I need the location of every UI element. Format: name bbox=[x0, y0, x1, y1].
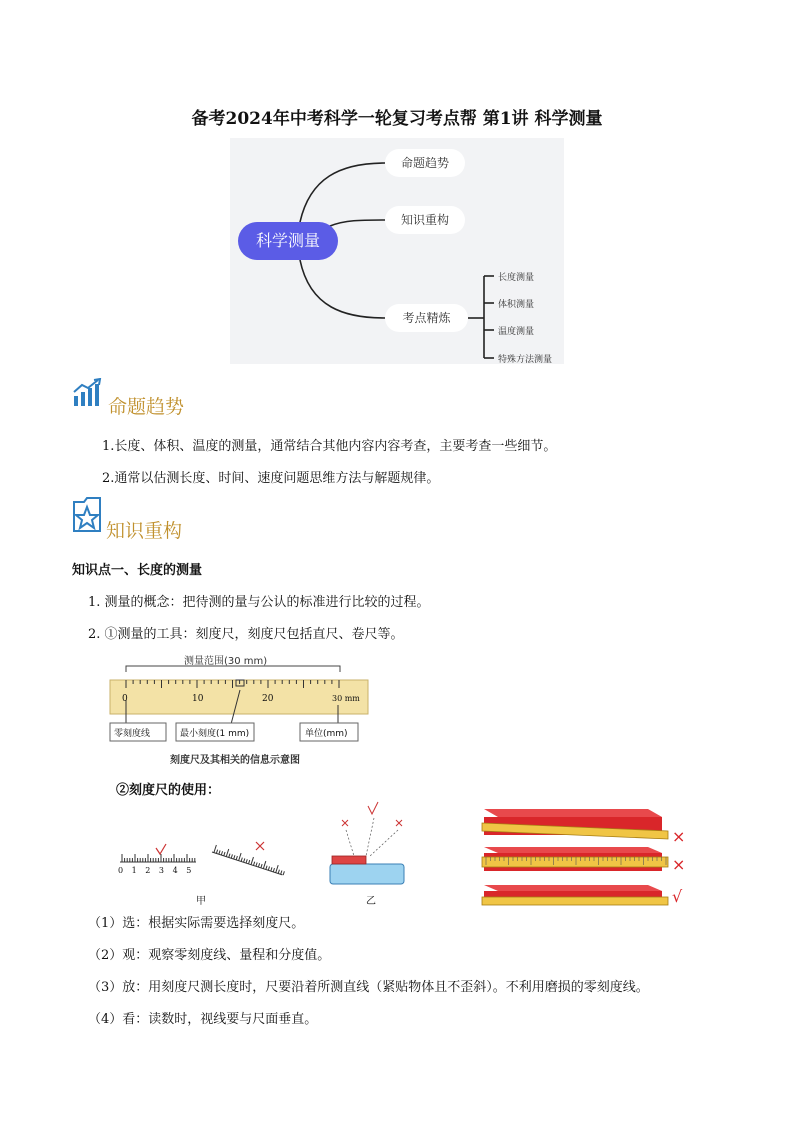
tick-mark bbox=[246, 859, 247, 863]
tick-mark bbox=[281, 871, 282, 875]
knowledge-heading: 知识重构 bbox=[106, 520, 183, 542]
mindmap-branch-knowledge: 知识重构 bbox=[385, 206, 465, 234]
ruler-tick-0: 0 bbox=[122, 694, 128, 704]
ruler-tick-10: 10 bbox=[192, 694, 204, 704]
knowledge-section-header bbox=[72, 497, 472, 542]
jia-ruler-numbers: 0 1 2 3 4 5 bbox=[118, 866, 195, 875]
mindmap-leaf-special: 特殊方法测量 bbox=[498, 355, 553, 365]
tick-mark bbox=[253, 862, 254, 866]
tick-mark bbox=[258, 863, 259, 867]
ruler-tick-30: 30 mm bbox=[332, 694, 360, 703]
tick-mark bbox=[278, 870, 279, 874]
ruler-caption: 刻度尺及其相关的信息示意图 bbox=[170, 755, 300, 766]
folder-star-icon bbox=[72, 497, 106, 533]
tick-mark bbox=[224, 852, 225, 856]
cross-icon: × bbox=[672, 827, 686, 846]
usage-title: ②刻度尺的使用： bbox=[116, 783, 221, 798]
tick-mark bbox=[263, 861, 265, 869]
knowledge-item-1: 1. 测量的概念：把待测的量与公认的标准进行比较的过程。 bbox=[88, 595, 430, 610]
step-1: （1）选：根据实际需要选择刻度尺。 bbox=[88, 916, 305, 931]
chart-trend-icon bbox=[72, 378, 104, 408]
tick-mark bbox=[234, 855, 235, 859]
tick-mark bbox=[219, 850, 220, 854]
knowledge-item-2: 2. ①测量的工具：刻度尺，刻度尺包括直尺、卷尺等。 bbox=[88, 627, 404, 642]
trend-section-header bbox=[72, 376, 472, 418]
step-2: （2）观：观察零刻度线、量程和分度值。 bbox=[88, 948, 331, 963]
tick-mark bbox=[231, 854, 232, 858]
tick-mark bbox=[226, 849, 228, 857]
cross-icon: × bbox=[672, 855, 686, 874]
tick-mark bbox=[266, 866, 267, 870]
tick-mark bbox=[241, 858, 242, 862]
tick-mark bbox=[244, 858, 245, 862]
zero-line-label: 零刻度线 bbox=[114, 729, 151, 739]
unit-label: 单位(mm) bbox=[305, 729, 348, 739]
mindmap-root: 科学测量 bbox=[238, 222, 338, 260]
mindmap bbox=[230, 138, 564, 364]
ruler-range-label: 测量范围(30 mm) bbox=[184, 656, 268, 667]
tick-mark bbox=[229, 854, 230, 858]
tick-mark bbox=[271, 867, 272, 871]
mindmap-leaf-temperature: 温度测量 bbox=[498, 327, 535, 337]
tick-mark bbox=[283, 871, 284, 875]
mindmap-leaf-length: 长度测量 bbox=[498, 273, 535, 283]
tick-mark bbox=[221, 851, 222, 855]
tick-mark bbox=[256, 862, 257, 866]
jia-label: 甲 bbox=[196, 896, 206, 907]
ruler-placement-diagram bbox=[112, 800, 412, 906]
tick-mark bbox=[273, 868, 274, 872]
tick-mark bbox=[249, 860, 250, 864]
yi-label: 乙 bbox=[366, 896, 376, 907]
check-icon: √ bbox=[672, 887, 683, 906]
tick-mark bbox=[236, 856, 237, 860]
tick-mark bbox=[239, 853, 241, 861]
min-scale-label: 最小刻度(1 mm) bbox=[180, 729, 250, 739]
trend-item-2: 2.通常以估测长度、时间、速度问题思维方法与解题规律。 bbox=[102, 471, 440, 486]
step-3: （3）放：用刻度尺测长度时，尺要沿着所测直线（紧贴物体且不歪斜）。不利用磨损的零刻度线。 bbox=[88, 980, 649, 995]
trend-item-1: 1.长度、体积、温度的测量，通常结合其他内容内容考查，主要考查一些细节。 bbox=[102, 439, 557, 454]
mindmap-branch-practice: 考点精炼 bbox=[385, 304, 468, 332]
tick-mark bbox=[214, 845, 216, 853]
page-title: 备考2024年中考科学一轮复习考点帮 第1讲 科学测量 bbox=[191, 109, 603, 129]
tick-mark bbox=[251, 857, 253, 865]
step-4: （4）看：读数时，视线要与尺面垂直。 bbox=[88, 1012, 318, 1027]
block-measurement-figure bbox=[478, 803, 690, 907]
trend-heading: 命题趋势 bbox=[108, 396, 185, 418]
tick-mark bbox=[216, 850, 217, 854]
knowledge-point-title: 知识点一、长度的测量 bbox=[72, 563, 203, 578]
ruler-tick-20: 20 bbox=[262, 694, 274, 704]
mindmap-leaf-volume: 体积测量 bbox=[498, 300, 535, 310]
tick-mark bbox=[276, 865, 278, 873]
ruler-info-figure bbox=[108, 650, 370, 768]
tick-mark bbox=[261, 864, 262, 868]
block-ruler-diagram bbox=[478, 803, 690, 907]
mindmap-branch-trend: 命题趋势 bbox=[385, 149, 465, 177]
usage-figure-jia-yi bbox=[112, 800, 412, 906]
tick-mark bbox=[268, 866, 269, 870]
